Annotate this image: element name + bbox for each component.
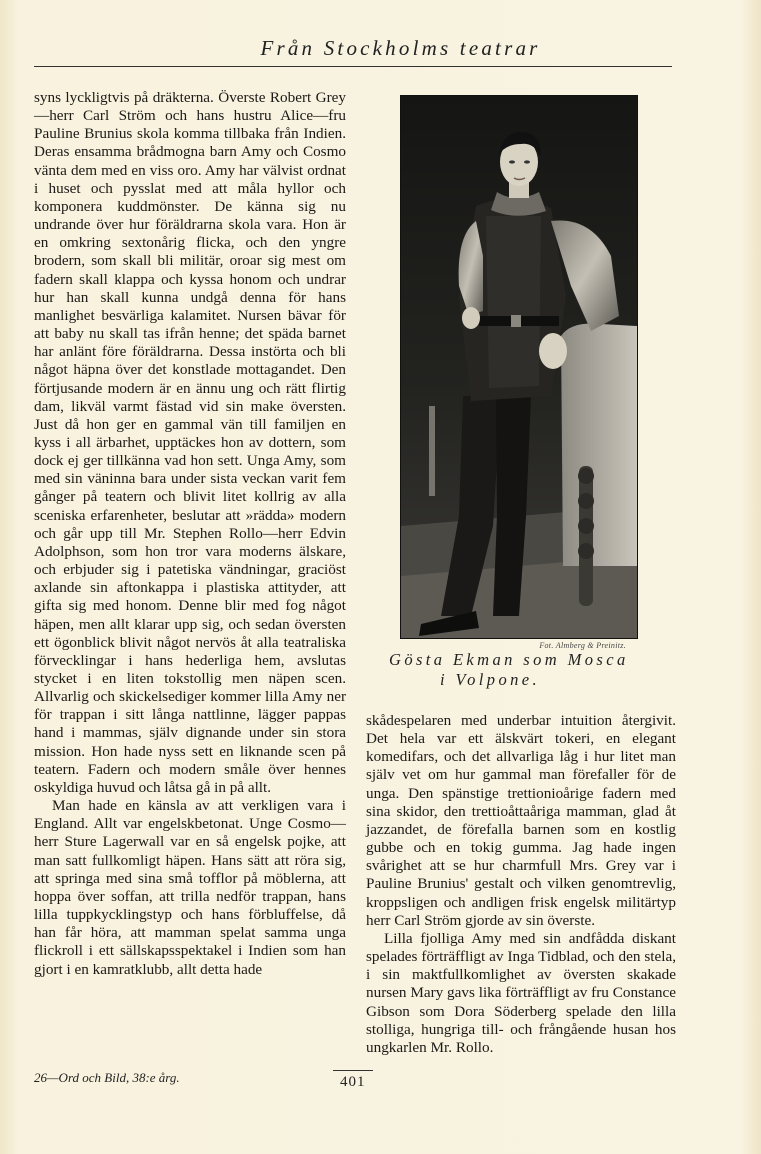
left-paragraph-1: syns lyckligtvis på dräkterna. Överste Robert Grey—herr Carl Ström och hans hustru Alice—fru Pauline Brunius skola komma tillbaka från Indien. Deras ensamma brådmogna barn Amy och Cosmo vänta dem med en viss oro. Amy har välvist ordnat i huset och pysslat med att måla hyllor och komponera kuddmönster. De känna sig nu undrande över hur föräldrarna skola vara. Hon är en omkring sextonårig flicka, och den yngre brodern, som skall bli militär, oroar sig mest om fadern skall klappa och kyssa honom och undrar hur han skall kunna undgå denna för hans manlighet besvärliga kalamitet. Nursen bävar för att baby nu skall tas ifrån henne; det späda barnet har anlänt före föräldrarna. Dessa instörta och bli något häpna över det konstlade mottagandet. Den förtjusande modern är en ännu ung och rätt flirtig dam, likväl varmt fästad vid sin make översten. Just då hon ger en gammal vän till familjen en kyss i all ärbarhet, upptäckes hon av dottern, som dock ej ger tillkänna vad hon sett. Unga Amy, som med sin väninna bara under sista veckan varit fem gånger på teatern och blivit litet kollrig av alla sceniska erfarenheter, beslutar att »rädda» modern och går upp till Mr. Stephen Rollo—herr Edvin Adolphson, som hon tror vara moderns älskare, och erbjuder sig i patetiska vändningar, graciöst axlande sin aftonkappa i plastiska attityder, att gifta sig med honom. Denne blir med fog något häpen, men allt klarar upp sig, och sedan översten ett ögonblick blivit något nervös åt alla teatraliska förvecklingar i hans hederliga hem, avslutas stycket i en liten tokstollig men näpen scen. Allvarlig och skickelsediger kommer lilla Amy ner för trappan i sitt långa nattlinne, lägger pappas hand i mammas, själv dignande under sin stora mission. Hon hade nyss sett en liknande scen på teatern. Fadern och modern småle över hennes oskyldiga huvud och låtsa gå in på allt.	[34, 89, 346, 796]
photo-credit: Fot. Almberg & Preinitz.	[539, 641, 626, 650]
right-paragraph-2: Lilla fjolliga Amy med sin andfådda diskant spelades förträffligt av Inga Tidblad, och den stela, i sin maktfullkomlighet av översten skakade nursen Mary gavs lika förträffligt av fru Constance Gibson som Dora Söderberg spelade den lilla stolliga, hungriga till- och frångående husan hos ungkarlen Mr. Rollo.	[366, 929, 676, 1056]
portrait-photo	[400, 95, 638, 639]
running-head: Från Stockholms teatrar	[260, 36, 541, 60]
figure-caption	[385, 650, 660, 690]
footer-source: 26—Ord och Bild, 38:e årg.	[34, 1070, 180, 1085]
header-rule	[34, 66, 672, 67]
right-paragraph-1: skådespelaren med underbar intuition återgivit. Det hela var ett älskvärt tokeri, en elegant komedifars, och det allvarliga låg i hur litet man själv vet om hur gammal man förefaller för de unga. Den spänstige trettionioårige fadern med sina skidor, den trettioåttaåriga mamman, glad åt jazzandet, de förefalla barnen som en kostlig gubbe och en tokig gumma. Jag hade ingen svårighet att se hur charmfull Mrs. Grey var i Pauline Brunius' gestalt och vilken genomtrevlig, kroppsligen och andligen frisk engelsk militärtyp herr Carl Ström gjorde av sin överste.	[366, 712, 676, 929]
left-paragraph-2: Man hade en känsla av att verkligen vara i England. Allt var engelskbetonat. Unge Cosmo—herr Sture Lagerwall var en så engelsk pojke, att man satt fullkomligt häpen. Hans sätt att röra sig, att springa med sina små tofflor på möblerna, att hoppa över soffan, att trilla nedför trappan, hans lilla tuppkycklingstyp och hans förbluffelse, då han får höra, att mamman spelat samma unga flickroll i ett sällskapsspektakel i Indien som han gjort i en kamratklubb, allt detta hade	[34, 797, 346, 978]
page-number: 401	[340, 1074, 366, 1090]
footer-rule	[333, 1070, 373, 1071]
left-column	[34, 89, 346, 979]
caption-line-2: i Volpone.	[440, 670, 540, 689]
right-column	[366, 712, 676, 1057]
portrait-photo-illustration	[401, 96, 637, 638]
caption-line-1: Gösta Ekman som Mosca	[389, 650, 629, 669]
